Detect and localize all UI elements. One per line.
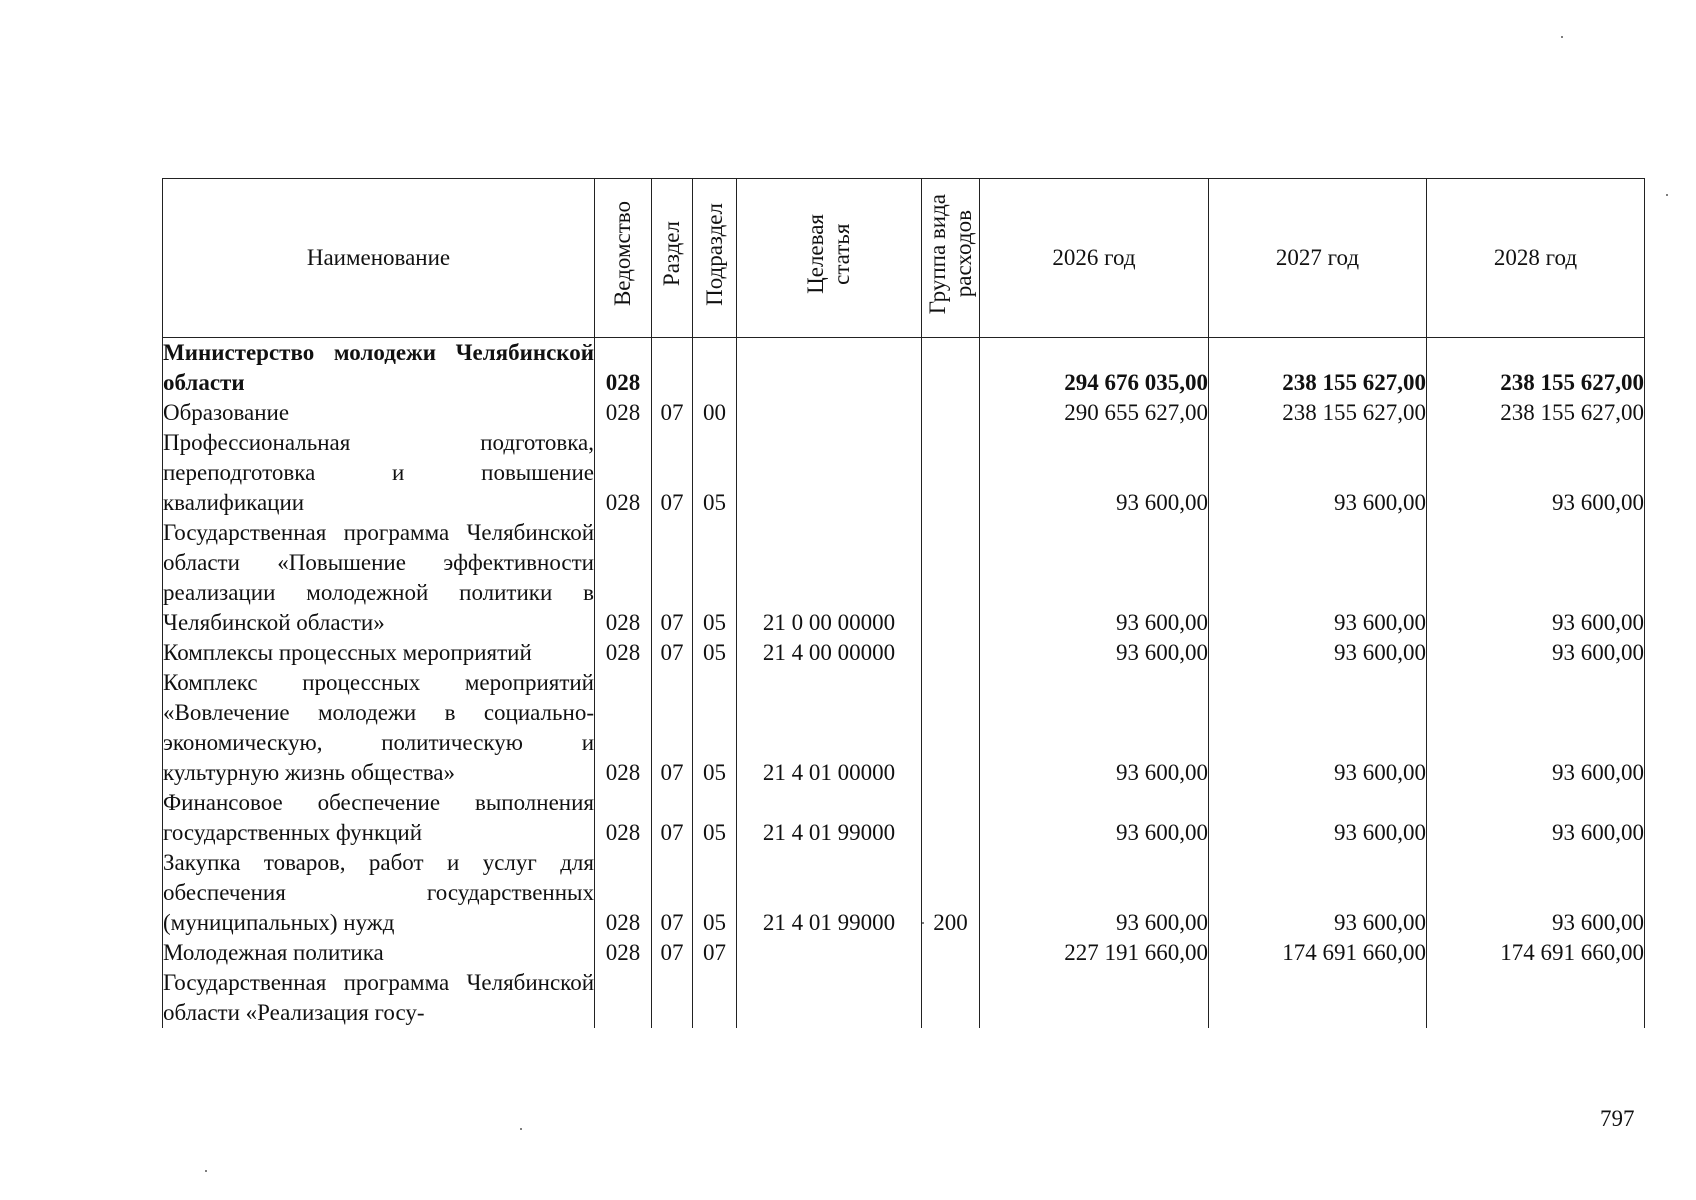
header-group-label <box>925 194 977 314</box>
row-2026: 93 600,00 <box>980 638 1209 668</box>
table-row <box>163 638 1645 668</box>
scan-speck <box>205 1170 207 1172</box>
row-2026: 93 600,00 <box>980 428 1209 518</box>
row-subsection: 05 <box>693 848 737 938</box>
header-name-label: Наименование <box>306 245 451 270</box>
row-2028: 93 600,00 <box>1427 428 1645 518</box>
row-target <box>737 968 922 1028</box>
row-2026: 294 676 035,00 <box>980 338 1209 399</box>
row-2027: 93 600,00 <box>1209 788 1427 848</box>
table-row <box>163 428 1645 518</box>
table-row <box>163 848 1645 938</box>
row-dept: 028 <box>595 668 652 788</box>
row-2028 <box>1427 968 1645 1028</box>
row-2028: 238 155 627,00 <box>1427 338 1645 399</box>
row-name: Комплексы процессных мероприятий <box>163 638 595 668</box>
row-section: 07 <box>652 668 693 788</box>
row-group: 200 <box>922 848 980 938</box>
header-2028 <box>1427 179 1645 338</box>
row-target <box>737 398 922 428</box>
row-2028: 93 600,00 <box>1427 668 1645 788</box>
row-2028: 93 600,00 <box>1427 638 1645 668</box>
header-name <box>163 179 595 338</box>
row-2026: 93 600,00 <box>980 788 1209 848</box>
header-subsection <box>693 179 737 338</box>
row-section: 07 <box>652 938 693 968</box>
row-name: Финансовое обеспечение выполнения государственных функций <box>163 788 595 848</box>
row-subsection: 05 <box>693 638 737 668</box>
row-subsection: 05 <box>693 788 737 848</box>
row-group <box>922 668 980 788</box>
row-group <box>922 638 980 668</box>
table-row <box>163 518 1645 638</box>
header-target-line2: статья <box>829 223 854 285</box>
row-group <box>922 398 980 428</box>
row-2027: 174 691 660,00 <box>1209 938 1427 968</box>
row-2027: 93 600,00 <box>1209 848 1427 938</box>
row-section <box>652 338 693 399</box>
table-row <box>163 398 1645 428</box>
scan-speck <box>520 1128 522 1130</box>
table-row <box>163 338 1645 399</box>
header-subsection-label: Подраздел <box>701 202 727 306</box>
row-subsection <box>693 968 737 1028</box>
row-section: 07 <box>652 398 693 428</box>
header-2027 <box>1209 179 1427 338</box>
header-group <box>922 179 980 338</box>
header-group-line2: расходов <box>950 210 976 298</box>
row-group <box>922 338 980 399</box>
row-dept: 028 <box>595 398 652 428</box>
row-section: 07 <box>652 638 693 668</box>
row-section: 07 <box>652 518 693 638</box>
table-row <box>163 668 1645 788</box>
header-section <box>652 179 693 338</box>
row-2028: 93 600,00 <box>1427 848 1645 938</box>
row-section: 07 <box>652 848 693 938</box>
row-group <box>922 938 980 968</box>
header-2028-label: 2028 год <box>1493 245 1578 270</box>
header-dept-label: Ведомство <box>610 201 635 307</box>
row-name: Закупка товаров, работ и услуг для обеспечения государственных (муниципальных) нужд <box>163 848 595 938</box>
row-2027: 93 600,00 <box>1209 518 1427 638</box>
row-name: Министерство молодежи Челябинской области <box>163 338 595 399</box>
row-2028: 238 155 627,00 <box>1427 398 1645 428</box>
header-section-label: Раздел <box>659 221 684 287</box>
row-2026: 93 600,00 <box>980 518 1209 638</box>
row-2026: 93 600,00 <box>980 668 1209 788</box>
header-target-line1: Целевая <box>803 214 828 294</box>
row-group <box>922 428 980 518</box>
row-2027: 238 155 627,00 <box>1209 398 1427 428</box>
row-2026: 290 655 627,00 <box>980 398 1209 428</box>
row-dept: 028 <box>595 788 652 848</box>
row-name: Государственная программа Челябинской области «Повышение эффективности реализации молодежной политики в Челябинской области» <box>163 518 595 638</box>
row-subsection: 05 <box>693 518 737 638</box>
page-number: 797 <box>1600 1106 1635 1131</box>
row-dept: 028 <box>595 938 652 968</box>
table-row <box>163 788 1645 848</box>
row-2027: 93 600,00 <box>1209 428 1427 518</box>
row-dept: 028 <box>595 638 652 668</box>
row-target: 21 4 01 99000 <box>737 788 922 848</box>
row-group <box>922 968 980 1028</box>
row-target: 21 4 01 00000 <box>737 668 922 788</box>
row-subsection: 05 <box>693 428 737 518</box>
header-dept <box>595 179 652 338</box>
row-section: 07 <box>652 428 693 518</box>
row-dept <box>595 968 652 1028</box>
row-name: Молодежная политика <box>163 938 595 968</box>
table-row <box>163 938 1645 968</box>
row-2027 <box>1209 968 1427 1028</box>
row-2027: 238 155 627,00 <box>1209 338 1427 399</box>
header-target <box>737 179 922 338</box>
row-2028: 93 600,00 <box>1427 518 1645 638</box>
row-subsection: 05 <box>693 668 737 788</box>
row-group <box>922 518 980 638</box>
row-section: 07 <box>652 788 693 848</box>
scan-speck <box>922 922 924 924</box>
row-subsection: 00 <box>693 398 737 428</box>
row-2026 <box>980 968 1209 1028</box>
row-target: 21 4 00 00000 <box>737 638 922 668</box>
row-2028: 174 691 660,00 <box>1427 938 1645 968</box>
row-2028: 93 600,00 <box>1427 788 1645 848</box>
table-row <box>163 968 1645 1028</box>
row-name: Комплекс процессных мероприятий «Вовлечение молодежи в социально-экономическую, политическую и культурную жизнь общества» <box>163 668 595 788</box>
row-2027: 93 600,00 <box>1209 638 1427 668</box>
row-subsection <box>693 338 737 399</box>
row-dept: 028 <box>595 518 652 638</box>
row-2027: 93 600,00 <box>1209 668 1427 788</box>
header-2026-label: 2026 год <box>1052 245 1136 270</box>
row-target: 21 0 00 00000 <box>737 518 922 638</box>
row-dept: 028 <box>595 338 652 399</box>
row-subsection: 07 <box>693 938 737 968</box>
row-group <box>922 788 980 848</box>
header-2026 <box>980 179 1209 338</box>
row-target <box>737 338 922 399</box>
header-2027-label: 2027 год <box>1275 245 1360 270</box>
row-name: Образование <box>163 398 595 428</box>
row-section <box>652 968 693 1028</box>
header-target-label <box>803 214 855 294</box>
row-name: Профессиональная подготовка, переподготовка и повышение квалификации <box>163 428 595 518</box>
row-dept: 028 <box>595 428 652 518</box>
header-group-line1: Группа вида <box>924 193 950 315</box>
row-dept: 028 <box>595 848 652 938</box>
row-2026: 227 191 660,00 <box>980 938 1209 968</box>
row-target: 21 4 01 99000 <box>737 848 922 938</box>
row-target <box>737 428 922 518</box>
header-row <box>163 179 1645 338</box>
budget-table <box>162 178 1645 1028</box>
row-name: Государственная программа Челябинской области «Реализация госу- <box>163 968 595 1028</box>
scan-speck <box>1666 194 1668 196</box>
row-2026: 93 600,00 <box>980 848 1209 938</box>
scan-speck <box>1561 36 1563 38</box>
row-target <box>737 938 922 968</box>
